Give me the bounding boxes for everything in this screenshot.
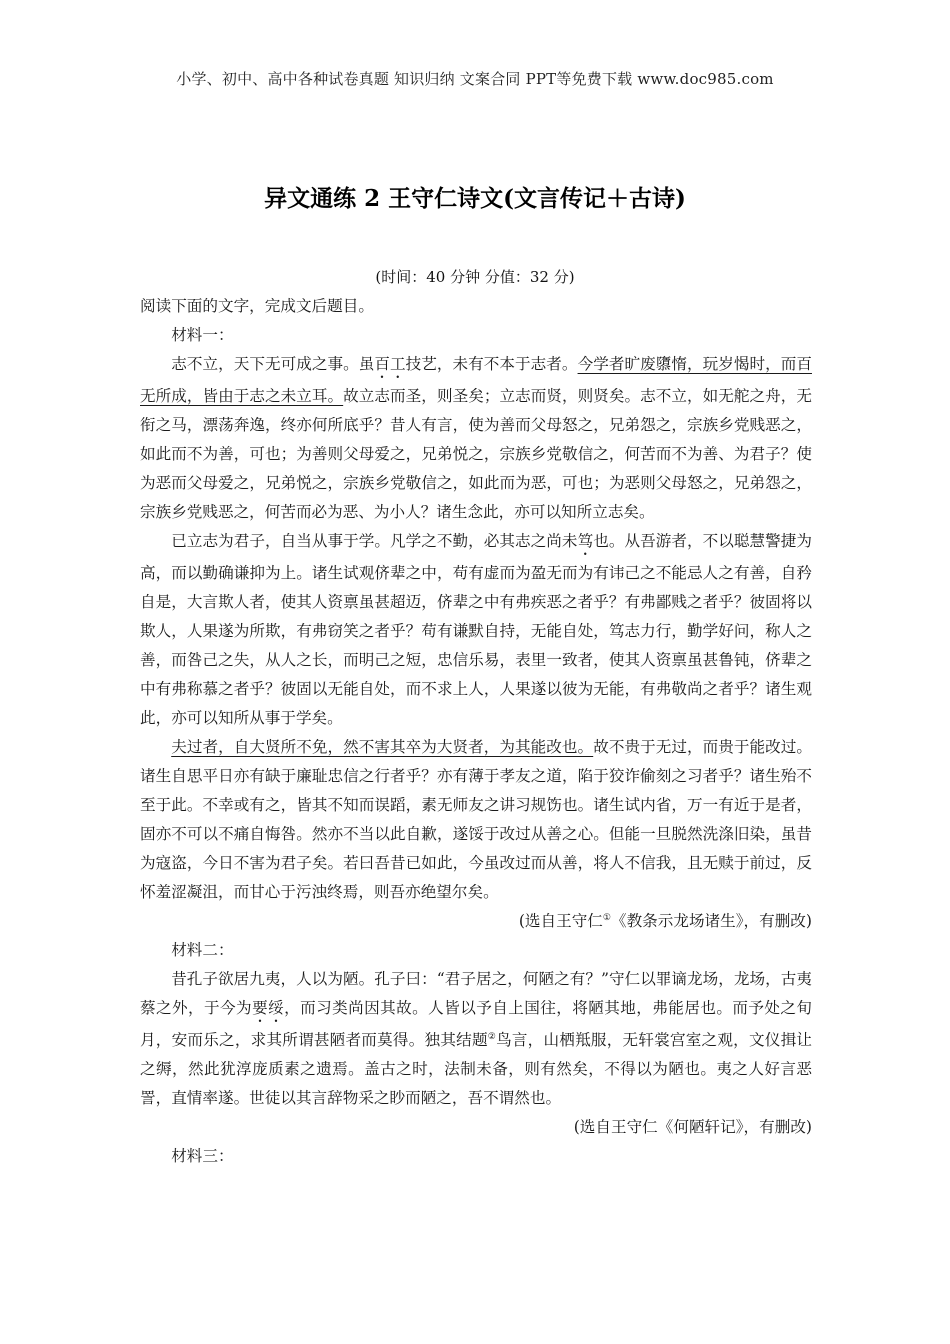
material-1-source <box>140 907 812 936</box>
footnote-marker: ① <box>602 912 611 923</box>
text-span: ，而习类尚因其故。人皆以予自上国往，将陋其地，弗能居也。而予处之旬月，安而乐之，求其所谓甚陋者而莫得。独其结题 <box>140 999 812 1049</box>
instruction: 阅读下面的文字，完成文后题目。 <box>140 297 374 315</box>
exam-meta: (时间：40 分钟 分值：32 分) <box>375 268 575 286</box>
text-span: 鸟言，山栖羝服，无轩裳宫室之观，文仪揖让之缛，然此犹淳庞质素之遗焉。盖古之时，法制未备，则有然矣，不得以为陋也。夷之人好言恶詈，直情率遂。世徒以其言辞物采之眇而陋之，吾不谓然也。 <box>140 1031 812 1107</box>
document-body <box>140 292 812 1171</box>
material-2-label: 材料二： <box>171 941 234 959</box>
text-span: 志不立，天下无可成之事。虽 <box>171 355 375 373</box>
text-span: 技艺，未有不本于志者。 <box>405 355 578 373</box>
material-3-label: 材料三： <box>171 1147 234 1165</box>
page-header: 小学、初中、高中各种试卷真题 知识归纳 文案合同 PPT等免费下载 www.doc985.com <box>176 70 774 88</box>
underlined-sentence: 今学者旷废隳惰，玩岁愒时，而百无所成，皆由于志之未立耳。 <box>140 355 812 405</box>
footnote-marker: ② <box>487 1031 497 1042</box>
source-text: 《教条示龙场诸生》，有删改) <box>610 912 812 930</box>
material-2-paragraph-1 <box>140 965 812 1113</box>
text-span: 昔孔子欲居九夷，人以为陋。孔子曰：“君子居之，何陋之有？”守仁以罪谪龙场，龙场，古夷蔡之外，于今为 <box>140 970 812 1017</box>
emphasis-char: 笃 <box>577 532 594 550</box>
emphasis-char: 工 <box>390 355 406 373</box>
underlined-sentence: 夫过者，自大贤所不免，然不害其卒为大贤者，为其能改也。 <box>171 738 594 756</box>
material-2-source: (选自王守仁《何陋轩记》，有删改) <box>573 1118 812 1136</box>
material-1-paragraph-1 <box>140 350 812 527</box>
emphasis-word: 要绥 <box>252 999 285 1017</box>
material-1-label: 材料一： <box>171 326 234 344</box>
source-text: (选自王守仁 <box>518 912 603 930</box>
text-span: 已立志为君子，自当从事于学。凡学之不勤，必其志之尚未 <box>171 532 578 550</box>
material-1-paragraph-2 <box>140 527 812 733</box>
text-span: 故不贵于无过，而贵于能改过。诸生自思平日亦有缺于廉耻忠信之行者乎？亦有薄于孝友之道，陷于狡诈偷刻之习者乎？诸生殆不至于此。不幸或有之，皆其不知而误蹈，素无师友之讲习规饬也。诸生试内省，万一有近于是者，固亦不可以不痛自悔咎。然亦不当以此自歉，遂馁于改过从善之心。但能一旦脱然洗涤旧染，虽昔为寇盗，今日不害为君子矣。若曰吾昔已如此，今虽改过而从善，将人不信我，且无赎于前过，反怀羞涩凝沮，而甘心于污浊终焉，则吾亦绝望尔矣。 <box>140 738 812 901</box>
text-span: 也。从吾游者，不以聪慧警捷为高，而以勤确谦抑为上。诸生试观侪辈之中，苟有虚而为盈无而为有讳己之不能忌人之有善，自矜自是，大言欺人者，使其人资禀虽甚超迈，侪辈之中有弗疾恶之者乎？有弗鄙贱之者乎？彼固将以欺人，人果遂为所欺，有弗窃笑之者乎？苟有谦默自持，无能自处，笃志力行，勤学好问，称人之善，而咎己之失，从人之长，而明己之短，忠信乐易，表里一致者，使其人资禀虽甚鲁钝，侪辈之中有弗称慕之者乎？彼固以无能自处，而不求上人，人果遂以彼为无能，有弗敬尚之者乎？诸生观此，亦可以知所从事于学矣。 <box>140 532 812 727</box>
emphasis-char: 百 <box>374 355 390 373</box>
page-title: 异文通练 2 王守仁诗文(文言传记＋古诗) <box>264 185 686 212</box>
text-span: 故立志而圣，则圣矣；立志而贤，则贤矣。志不立，如无舵之舟，无衔之马，漂荡奔逸，终亦何所底乎？昔人有言，使为善而父母怒之，兄弟怨之，宗族乡党贱恶之，如此而不为善，可也；为善则父母爱之，兄弟悦之，宗族乡党敬信之，何苦而不为善、为君子？使为恶而父母爱之，兄弟悦之，宗族乡党敬信之，如此而为恶，可也；为恶则父母怒之，兄弟怨之，宗族乡党贱恶之，何苦而必为恶、为小人？诸生念此，亦可以知所立志矣。 <box>140 387 812 521</box>
material-1-paragraph-3 <box>140 733 812 907</box>
